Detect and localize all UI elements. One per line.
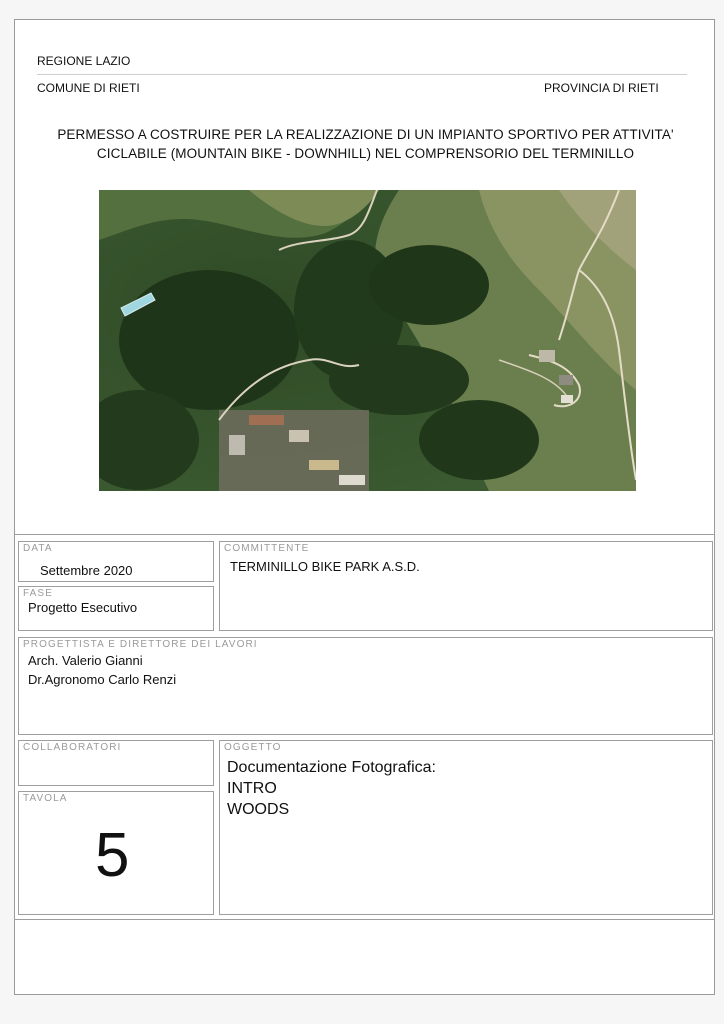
tavola-number: 5 <box>95 821 130 890</box>
aerial-photo <box>99 190 636 491</box>
project-title-line-2: CICLABILE (MOUNTAIN BIKE - DOWNHILL) NEL COMPRENSORIO DEL TERMINILLO <box>96 146 635 161</box>
comune-label: COMUNE DI RIETI <box>37 81 140 95</box>
progettista-name-1: Arch. Valerio Gianni <box>28 653 143 668</box>
fase-value: Progetto Esecutivo <box>28 600 138 615</box>
cartouche-bottom-rule <box>15 919 714 920</box>
region-label: REGIONE LAZIO <box>37 54 131 68</box>
committente-value: TERMINILLO BIKE PARK A.S.D. <box>230 559 420 574</box>
collaboratori-box <box>18 740 214 786</box>
fase-box <box>18 586 214 631</box>
oggetto-label: OGGETTO <box>224 742 282 753</box>
progettista-label: PROGETTISTA E DIRETTORE DEI LAVORI <box>23 639 258 650</box>
project-title-line-1: PERMESSO A COSTRUIRE PER LA REALIZZAZIONE DI UN IMPIANTO SPORTIVO PER ATTIVITA' <box>57 127 674 142</box>
fase-label: FASE <box>23 588 53 599</box>
committente-box <box>219 541 713 631</box>
title-sheet <box>14 19 715 995</box>
collaboratori-label: COLLABORATORI <box>23 742 122 753</box>
data-box <box>18 541 214 582</box>
cartouche-top-rule <box>15 534 714 535</box>
progettista-name-2: Dr.Agronomo Carlo Renzi <box>28 672 177 687</box>
data-label: DATA <box>23 543 53 554</box>
aerial-satellite-photo-icon <box>99 190 636 491</box>
oggetto-line-2: INTRO <box>227 780 277 797</box>
oggetto-line-3: WOODS <box>227 801 290 818</box>
data-value: Settembre 2020 <box>40 563 133 578</box>
provincia-label: PROVINCIA DI RIETI <box>544 81 659 95</box>
tavola-box <box>18 791 214 915</box>
committente-label: COMMITTENTE <box>224 543 310 554</box>
progettista-box <box>18 637 713 735</box>
header-divider <box>37 74 687 75</box>
tavola-label: TAVOLA <box>23 793 68 804</box>
oggetto-box <box>219 740 713 915</box>
oggetto-line-1: Documentazione Fotografica: <box>227 759 436 776</box>
